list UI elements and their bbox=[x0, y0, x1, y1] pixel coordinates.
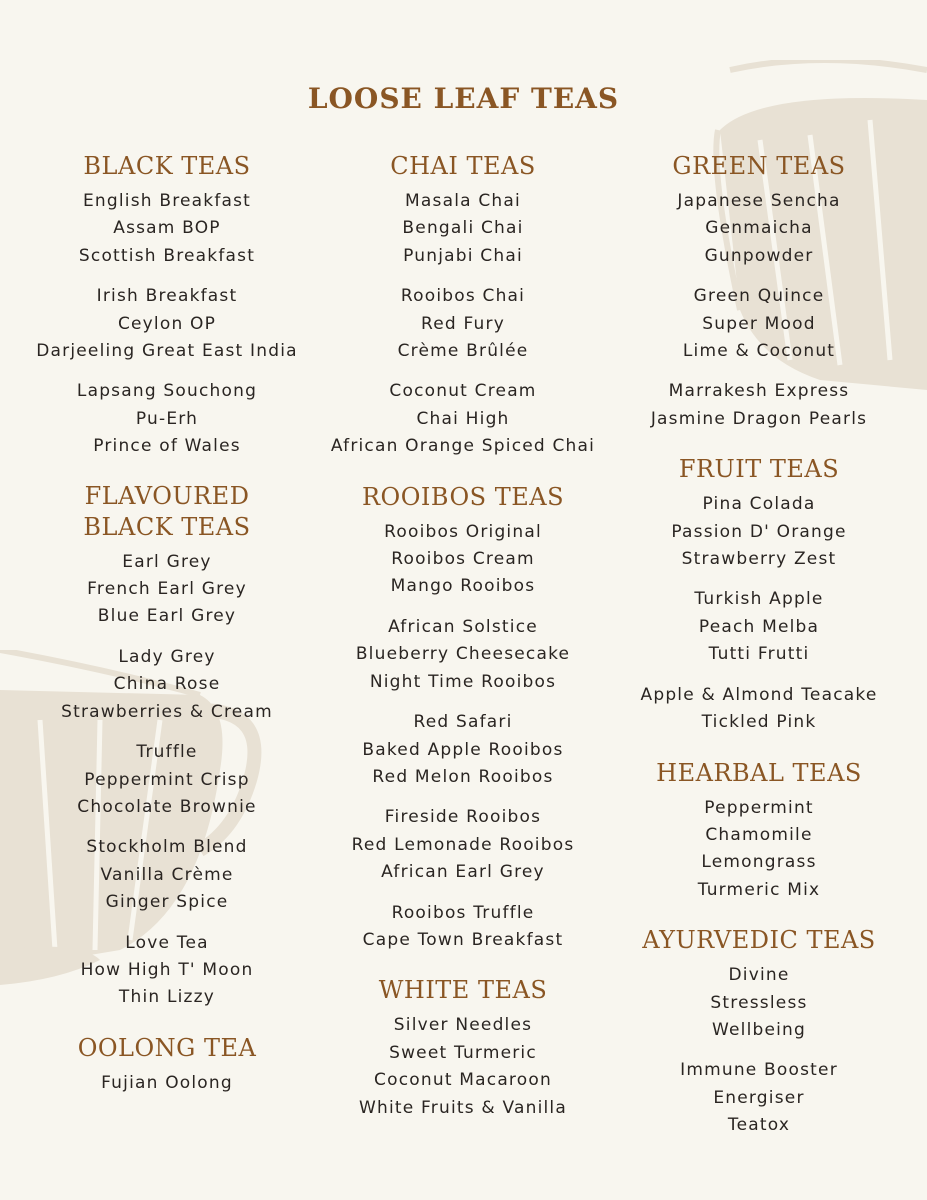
tea-item: Marrakesh Express bbox=[668, 381, 850, 402]
tea-item: Apple & Almond Teacake bbox=[640, 684, 878, 705]
tea-item: Fireside Rooibos bbox=[384, 807, 542, 828]
tea-group bbox=[610, 283, 908, 365]
tea-group bbox=[610, 491, 908, 573]
tea-item: Rooibos Cream bbox=[391, 549, 535, 570]
tea-item: Fujian Oolong bbox=[101, 1072, 233, 1093]
tea-item: Truffle bbox=[136, 742, 198, 763]
tea-item: Coconut Cream bbox=[389, 381, 537, 402]
tea-group bbox=[14, 378, 320, 460]
tea-group bbox=[312, 614, 614, 696]
tea-item: Love Tea bbox=[125, 932, 209, 953]
tea-item: Masala Chai bbox=[405, 191, 521, 211]
tea-item: Strawberries & Cream bbox=[61, 701, 273, 722]
tea-group bbox=[14, 739, 320, 821]
tea-item: English Breakfast bbox=[82, 191, 252, 211]
tea-group bbox=[14, 930, 320, 1012]
tea-section bbox=[14, 1032, 320, 1097]
tea-item: Scottish Breakfast bbox=[78, 245, 256, 266]
tea-item: Super Mood bbox=[702, 313, 816, 334]
tea-item: Red Melon Rooibos bbox=[372, 766, 554, 787]
tea-group bbox=[14, 834, 320, 916]
tea-item: Jasmine Dragon Pearls bbox=[650, 408, 868, 429]
tea-item: Mango Rooibos bbox=[390, 576, 536, 597]
tea-item: Vanilla Crème bbox=[100, 864, 234, 885]
section-title: OOLONG TEA bbox=[77, 1033, 257, 1062]
tea-item: Assam BOP bbox=[113, 218, 221, 239]
tea-item: Energiser bbox=[713, 1087, 805, 1108]
tea-item: Green Quince bbox=[693, 286, 825, 307]
tea-item: African Solstice bbox=[388, 616, 538, 637]
tea-item: African Earl Grey bbox=[381, 862, 545, 883]
tea-group bbox=[312, 188, 614, 270]
tea-item: French Earl Grey bbox=[87, 579, 247, 600]
tea-group bbox=[610, 586, 908, 668]
tea-section bbox=[312, 481, 614, 955]
tea-item: Night Time Rooibos bbox=[369, 671, 557, 692]
tea-item: Silver Needles bbox=[393, 1015, 533, 1036]
tea-item: Gunpowder bbox=[704, 245, 814, 266]
tea-item: Chamomile bbox=[705, 824, 813, 845]
tea-item: Stressless bbox=[710, 992, 808, 1013]
tea-group bbox=[610, 682, 908, 737]
tea-group bbox=[610, 795, 908, 905]
page-title: LOOSE LEAF TEAS bbox=[307, 82, 620, 115]
tea-item: Pina Colada bbox=[702, 494, 816, 515]
tea-item: Lemongrass bbox=[701, 852, 817, 873]
menu-column-middle bbox=[312, 150, 614, 1142]
tea-section bbox=[610, 757, 908, 905]
tea-group bbox=[312, 804, 614, 886]
tea-item: Baked Apple Rooibos bbox=[362, 739, 564, 760]
tea-item: Punjabi Chai bbox=[403, 245, 523, 266]
tea-group bbox=[610, 962, 908, 1044]
tea-group bbox=[312, 1012, 614, 1122]
tea-section bbox=[610, 150, 908, 433]
tea-item: Genmaicha bbox=[705, 218, 813, 239]
tea-group bbox=[14, 188, 320, 270]
section-title: AYURVEDIC TEAS bbox=[642, 926, 876, 955]
section-title: ROOIBOS TEAS bbox=[361, 482, 565, 511]
tea-item: White Fruits & Vanilla bbox=[359, 1097, 567, 1118]
tea-group bbox=[312, 378, 614, 460]
tea-section bbox=[14, 481, 320, 1012]
tea-item: Prince of Wales bbox=[93, 436, 241, 457]
section-title: CHAI TEAS bbox=[390, 152, 536, 180]
tea-item: Ginger Spice bbox=[105, 892, 229, 913]
section-title: HEARBAL TEAS bbox=[656, 758, 862, 787]
tea-item: China Rose bbox=[113, 674, 221, 695]
tea-item: Red Lemonade Rooibos bbox=[351, 834, 575, 855]
tea-item: Stockholm Blend bbox=[86, 837, 248, 858]
tea-item: Bengali Chai bbox=[402, 218, 524, 239]
tea-item: Peppermint bbox=[704, 797, 814, 818]
tea-group bbox=[14, 283, 320, 365]
tea-item: Chai High bbox=[416, 408, 510, 429]
tea-group bbox=[312, 519, 614, 601]
tea-section bbox=[14, 150, 320, 461]
tea-item: Sweet Turmeric bbox=[389, 1042, 537, 1063]
tea-item: Rooibos Original bbox=[384, 521, 542, 542]
tea-item: How High T' Moon bbox=[80, 959, 254, 980]
tea-section bbox=[312, 150, 614, 461]
tea-item: Immune Booster bbox=[680, 1060, 838, 1081]
tea-group bbox=[14, 644, 320, 726]
tea-item: Irish Breakfast bbox=[96, 286, 238, 307]
tea-item: Japanese Sencha bbox=[677, 191, 841, 211]
tea-group bbox=[312, 709, 614, 791]
tea-item: Passion D' Orange bbox=[671, 521, 847, 542]
tea-section bbox=[312, 974, 614, 1122]
tea-item: Ceylon OP bbox=[117, 313, 217, 334]
tea-item: Tutti Frutti bbox=[708, 644, 810, 665]
menu-column-right bbox=[610, 150, 908, 1160]
tea-item: Cape Town Breakfast bbox=[362, 929, 564, 950]
tea-item: Lapsang Souchong bbox=[76, 381, 258, 402]
tea-item: Darjeeling Great East India bbox=[36, 341, 298, 362]
tea-group bbox=[610, 378, 908, 433]
tea-item: Peach Melba bbox=[698, 616, 820, 637]
tea-item: Peppermint Crisp bbox=[84, 769, 250, 790]
tea-group bbox=[610, 1057, 908, 1139]
tea-item: Thin Lizzy bbox=[118, 987, 216, 1008]
tea-item: Blueberry Cheesecake bbox=[355, 644, 571, 665]
tea-item: Red Fury bbox=[421, 313, 505, 334]
section-title: FLAVOURED BLACK TEAS bbox=[83, 481, 251, 541]
tea-section bbox=[610, 453, 908, 736]
tea-item: Crème Brûlée bbox=[397, 341, 529, 362]
tea-item: Turkish Apple bbox=[694, 589, 824, 610]
tea-item: Rooibos Truffle bbox=[391, 902, 535, 923]
tea-group bbox=[312, 283, 614, 365]
section-title: FRUIT TEAS bbox=[678, 455, 840, 484]
tea-group bbox=[610, 188, 908, 270]
tea-item: Pu-Erh bbox=[135, 408, 199, 429]
tea-group bbox=[312, 900, 614, 955]
section-title: BLACK TEAS bbox=[83, 152, 251, 180]
tea-item: Rooibos Chai bbox=[400, 286, 526, 307]
tea-item: Coconut Macaroon bbox=[374, 1070, 552, 1091]
tea-item: Chocolate Brownie bbox=[77, 796, 257, 817]
tea-item: Lime & Coconut bbox=[682, 341, 836, 362]
tea-group bbox=[14, 1070, 320, 1097]
menu-column-left bbox=[14, 150, 320, 1117]
tea-item: Earl Grey bbox=[122, 551, 212, 572]
tea-item: Tickled Pink bbox=[701, 712, 817, 733]
tea-item: Lady Grey bbox=[118, 646, 216, 667]
tea-group bbox=[14, 549, 320, 631]
tea-item: Strawberry Zest bbox=[681, 549, 837, 570]
section-title: WHITE TEAS bbox=[378, 976, 548, 1005]
tea-item: Turmeric Mix bbox=[697, 879, 821, 900]
tea-section bbox=[610, 924, 908, 1139]
tea-item: Red Safari bbox=[413, 712, 513, 733]
tea-item: African Orange Spiced Chai bbox=[330, 436, 596, 457]
tea-item: Wellbeing bbox=[711, 1019, 807, 1040]
tea-item: Divine bbox=[728, 965, 790, 986]
tea-item: Teatox bbox=[727, 1115, 791, 1136]
tea-item: Blue Earl Grey bbox=[97, 606, 237, 627]
section-title: GREEN TEAS bbox=[672, 152, 846, 180]
